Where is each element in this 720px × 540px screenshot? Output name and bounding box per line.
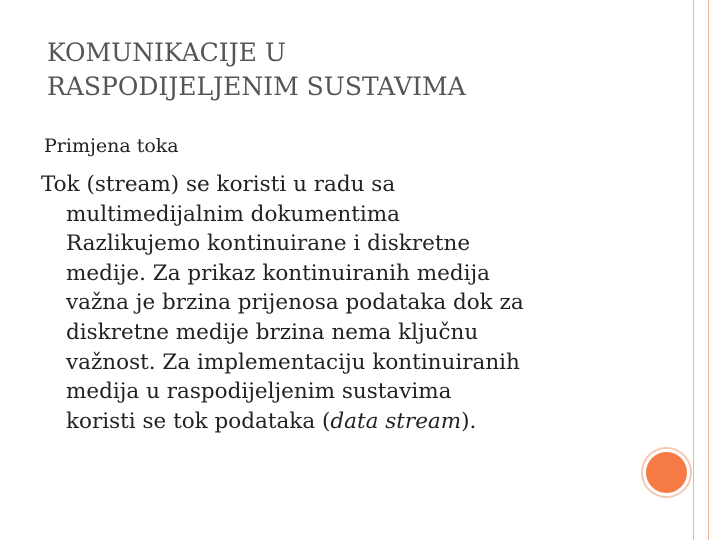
body-line: važnost. Za implementaciju kontinuiranih xyxy=(66,349,520,375)
title-line-1: KOMUNIKACIJE U xyxy=(47,38,286,67)
body-line: važna je brzina prijenosa podataka dok za xyxy=(66,290,524,316)
body-line-last xyxy=(41,407,651,437)
title-line-2: RASPODIJELJENIM SUSTAVIMA xyxy=(47,72,466,101)
body-line-suffix: ). xyxy=(461,408,477,434)
slide-subtitle: Primjena toka xyxy=(44,135,179,157)
decorative-circle-icon xyxy=(643,449,690,496)
data-stream-term: data stream xyxy=(330,408,462,434)
body-line: medija u raspodijeljenim sustavima xyxy=(66,379,452,405)
body-line: medije. Za prikaz kontinuiranih medija xyxy=(66,260,490,286)
vertical-rule xyxy=(693,0,694,540)
body-line-prefix: koristi se tok podataka ( xyxy=(66,408,331,434)
body-line: Razlikujemo kontinuirane i diskretne xyxy=(66,231,471,257)
body-text xyxy=(41,170,651,436)
vertical-rule-secondary xyxy=(708,0,709,540)
slide-title xyxy=(47,36,667,104)
body-line: diskretne medije brzina nema ključnu xyxy=(66,319,479,345)
body-line: Tok (stream) se koristi u radu sa xyxy=(41,172,396,197)
body-line: multimedijalnim dokumentima xyxy=(66,201,400,227)
